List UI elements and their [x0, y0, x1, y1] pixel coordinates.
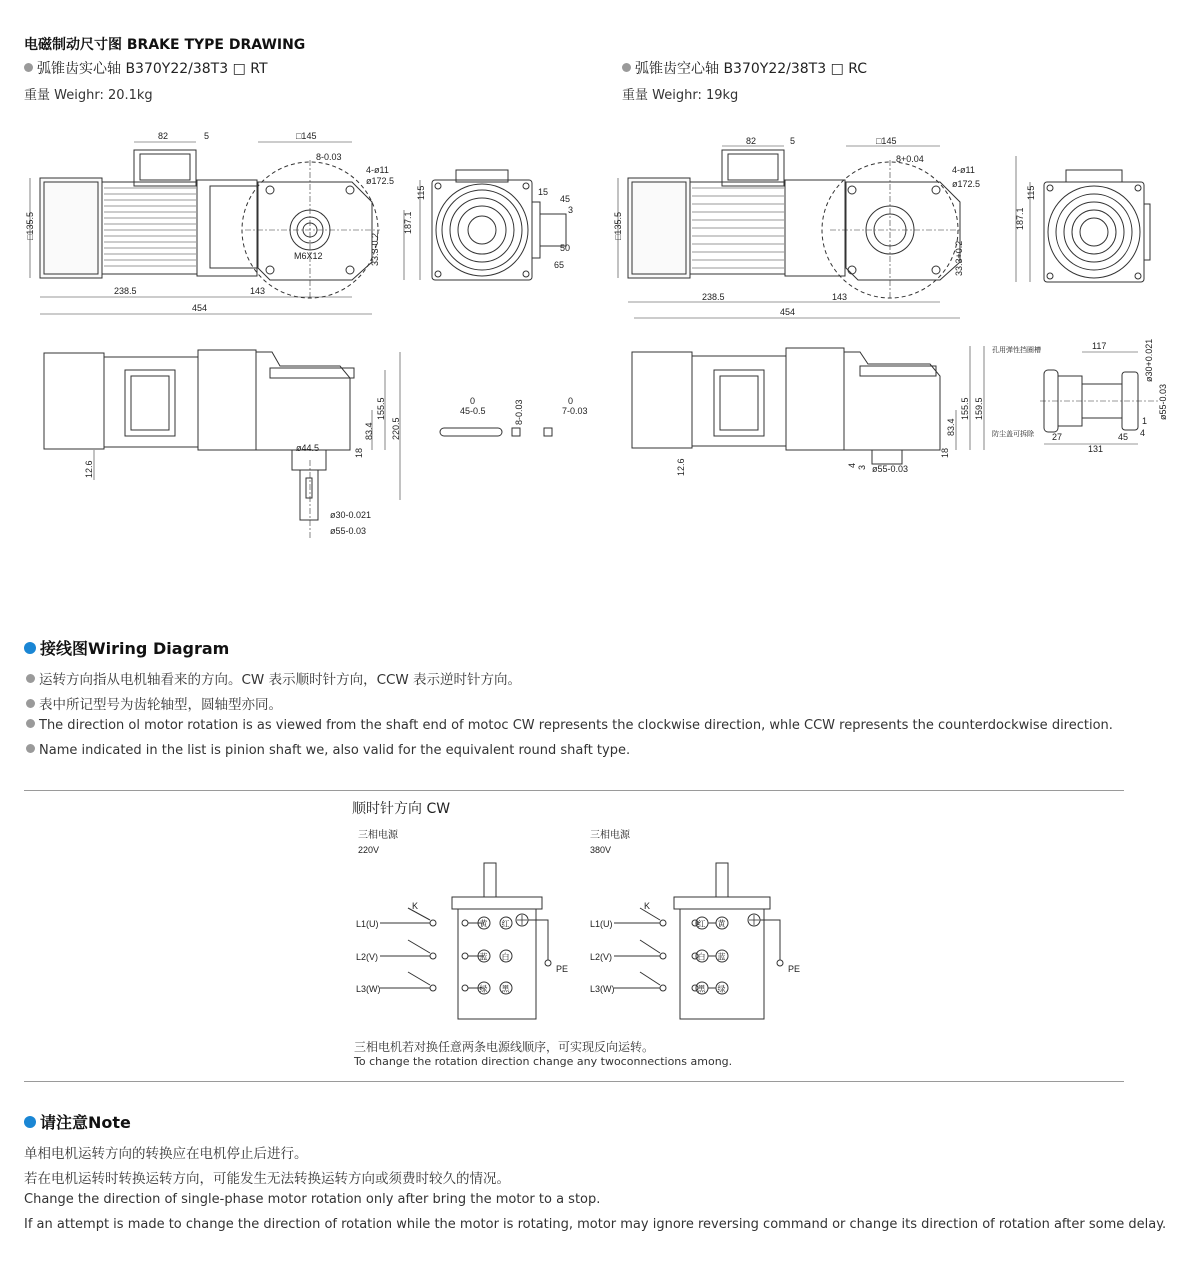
right-top-view — [618, 146, 960, 318]
c220-1: 黄 — [479, 919, 488, 929]
c220-5: 绿 — [479, 984, 488, 994]
dim-m6: M6X12 — [294, 251, 323, 261]
section-dot-icon — [24, 1116, 36, 1128]
k-380: K — [644, 901, 651, 911]
note-line-3: Change the direction of single-phase motor rotation only after bring the motor to a stop. — [24, 1192, 601, 1207]
right-model: 弧锥齿空心轴 B370Y22/38T3 □ RC — [635, 61, 868, 77]
rdim-27: 27 — [1052, 432, 1063, 442]
rdim-4: 4 — [847, 462, 857, 468]
dim-4-11: 4-ø11 — [366, 165, 389, 175]
dim-454: 454 — [192, 303, 208, 313]
right-side-view — [1016, 156, 1150, 282]
rdim-187-1: 187.1 — [1015, 207, 1025, 230]
rdim-83-4: 83.4 — [946, 418, 956, 436]
dim-135-5: □135.5 — [25, 212, 35, 240]
c380-3: 白 — [697, 952, 706, 962]
dim-238-5: 238.5 — [114, 286, 137, 296]
dim-220-5: 220.5 — [391, 417, 401, 440]
wiring-diagram — [340, 820, 820, 1040]
dim-143: 143 — [250, 286, 266, 296]
rdim-135-5: □135.5 — [613, 212, 623, 240]
wiring-caption-cn: 三相电机若对换任意两条电源线顺序，可实现反向运转。 — [354, 1040, 655, 1054]
c220-6: 黑 — [501, 984, 510, 994]
rdim-155-5: 155.5 — [960, 397, 970, 420]
c380-5: 黑 — [697, 984, 706, 994]
right-front-view — [632, 346, 984, 464]
cw-label: 顺时针方向 CW — [352, 801, 451, 817]
dim-82: 82 — [158, 131, 169, 141]
rdim-145: □145 — [876, 136, 897, 146]
rdim-55b: ø55-0.03 — [1158, 383, 1168, 420]
dim-30-shaft: ø30-0.021 — [330, 510, 372, 520]
c380-2: 黄 — [717, 919, 726, 929]
left-model: 弧锥齿实心轴 B370Y22/38T3 □ RT — [37, 61, 268, 77]
divider-top — [24, 790, 1124, 791]
rdim-45: 45 — [1118, 432, 1129, 442]
key-8: 8-0.03 — [514, 399, 524, 425]
rdim-82: 82 — [746, 136, 757, 146]
supply-220-label: 三相电源 — [358, 830, 398, 841]
rdim-33-3: 33.3+0.2 — [954, 240, 964, 276]
dim-65: 65 — [554, 260, 565, 270]
c220-4: 白 — [501, 952, 510, 962]
right-weight: 重量 Weighr: 19kg — [622, 88, 739, 103]
rdim-12-6: 12.6 — [676, 458, 686, 476]
divider-bottom — [24, 1081, 1124, 1082]
c220-3: 蓝 — [479, 952, 488, 962]
dim-83-4: 83.4 — [364, 422, 374, 440]
l1-220: L1(U) — [356, 919, 379, 929]
l1-380: L1(U) — [590, 919, 613, 929]
rdim-159-5: 159.5 — [974, 397, 984, 420]
voltage-380: 380V — [590, 845, 612, 855]
pe-220: PE — [556, 964, 569, 974]
rdim-131: 131 — [1088, 444, 1104, 454]
dim-50: 50 — [560, 243, 571, 253]
rdim-4-11: 4-ø11 — [952, 165, 975, 175]
wiring-220v — [380, 863, 551, 1019]
left-drawing — [0, 120, 600, 550]
voltage-220: 220V — [358, 845, 380, 855]
right-model-line — [622, 58, 867, 78]
dim-3: 3 — [568, 205, 574, 215]
note-line-4: If an attempt is made to change the direction of rotation while the motor is rotating, motor may ignore reversing command or change its direction of rotation after some delay. — [24, 1217, 1167, 1232]
dim-172-5: ø172.5 — [366, 176, 395, 186]
dim-155-5: 155.5 — [376, 397, 386, 420]
rdim-5: 5 — [790, 136, 796, 146]
l3-380: L3(W) — [590, 984, 615, 994]
dim-5: 5 — [204, 131, 210, 141]
bullet-icon — [26, 719, 35, 728]
wiring-bullet-1: 运转方向指从电机轴看来的方向。CW 表示顺时针方向，CCW 表示逆时针方向。 — [26, 668, 521, 688]
k-220: K — [412, 901, 419, 911]
c220-2: 红 — [501, 919, 510, 929]
wiring-title: 接线图 — [40, 639, 89, 658]
note-retainer-groove: 孔用弹性挡圈槽 — [992, 347, 1041, 354]
left-keys — [440, 428, 552, 436]
wiring-title-en: Wiring Diagram — [88, 639, 230, 658]
dim-44-5: ø44.5 — [296, 443, 320, 453]
key-0b: 0 — [568, 396, 574, 406]
left-top-view — [30, 142, 380, 314]
note-title: 请注意 — [40, 1113, 89, 1132]
l3-220: L3(W) — [356, 984, 381, 994]
left-model-line — [24, 58, 268, 78]
dim-145: □145 — [296, 131, 317, 141]
dim-18: 18 — [354, 447, 364, 458]
rdim-115: 115 — [1026, 185, 1036, 200]
dim-115: 115 — [416, 185, 426, 200]
dim-33-3: 33.3-0.2 — [370, 232, 380, 266]
bullet-icon — [24, 63, 33, 72]
rdim-55: ø55-0.03 — [872, 464, 909, 474]
rdim-454: 454 — [780, 307, 796, 317]
wiring-bullet-4: Name indicated in the list is pinion shaft we, also valid for the equivalent round shaft type. — [26, 743, 630, 758]
key-0a: 0 — [470, 396, 476, 406]
wiring-bullet-3: The direction ol motor rotation is as viewed from the shaft end of motoc CW represents the clockwise direction, whle CCW represents the counterdockwise direction. — [26, 718, 1113, 733]
dim-12-6: 12.6 — [84, 460, 94, 478]
dim-45: 45 — [560, 194, 571, 204]
rdim-8: 8+0.04 — [896, 154, 924, 164]
l2-380: L2(V) — [590, 952, 613, 962]
c380-6: 绿 — [717, 984, 726, 994]
rdim-18: 18 — [940, 447, 950, 458]
left-weight: 重量 Weighr: 20.1kg — [24, 88, 153, 103]
rdim-4b: 4 — [1140, 428, 1146, 438]
bullet-icon — [622, 63, 631, 72]
rdim-3: 3 — [857, 464, 867, 470]
c380-4: 蓝 — [717, 952, 726, 962]
supply-380-label: 三相电源 — [590, 830, 630, 841]
page-title: 电磁制动尺寸图 BRAKE TYPE DRAWING — [24, 37, 306, 53]
section-dot-icon — [24, 642, 36, 654]
dim-187-1: 187.1 — [403, 211, 413, 234]
wiring-380v — [614, 863, 783, 1019]
key-45: 45-0.5 — [460, 406, 486, 416]
wiring-caption-en: To change the rotation direction change any twoconnections among. — [354, 1055, 733, 1068]
rdim-1: 1 — [1142, 416, 1148, 426]
note-line-1: 单相电机运转方向的转换应在电机停止后进行。 — [24, 1146, 308, 1162]
rdim-30: ø30+0.021 — [1144, 338, 1154, 382]
right-drawing — [600, 120, 1190, 480]
l2-220: L2(V) — [356, 952, 379, 962]
note-line-2: 若在电机运转时转换运转方向，可能发生无法转换运转方向或须费时较久的情况。 — [24, 1171, 510, 1187]
note-heading — [24, 1110, 131, 1133]
rdim-238-5: 238.5 — [702, 292, 725, 302]
rdim-172-5: ø172.5 — [952, 179, 981, 189]
dim-55-shaft: ø55-0.03 — [330, 526, 367, 536]
note-dust-cover: 防尘盖可拆除 — [992, 431, 1034, 438]
c380-1: 红 — [697, 919, 706, 929]
bullet-icon — [26, 699, 35, 708]
bullet-icon — [26, 674, 35, 683]
dim-15: 15 — [538, 187, 549, 197]
bullet-icon — [26, 744, 35, 753]
pe-380: PE — [788, 964, 801, 974]
note-title-en: Note — [88, 1113, 131, 1132]
dim-8: 8-0.03 — [316, 152, 342, 162]
wiring-bullet-2: 表中所记型号为齿轮轴型，圆轴型亦同。 — [26, 693, 282, 713]
key-7: 7-0.03 — [562, 406, 588, 416]
rdim-117: 117 — [1092, 341, 1107, 351]
wiring-heading — [24, 636, 229, 659]
rdim-143: 143 — [832, 292, 848, 302]
